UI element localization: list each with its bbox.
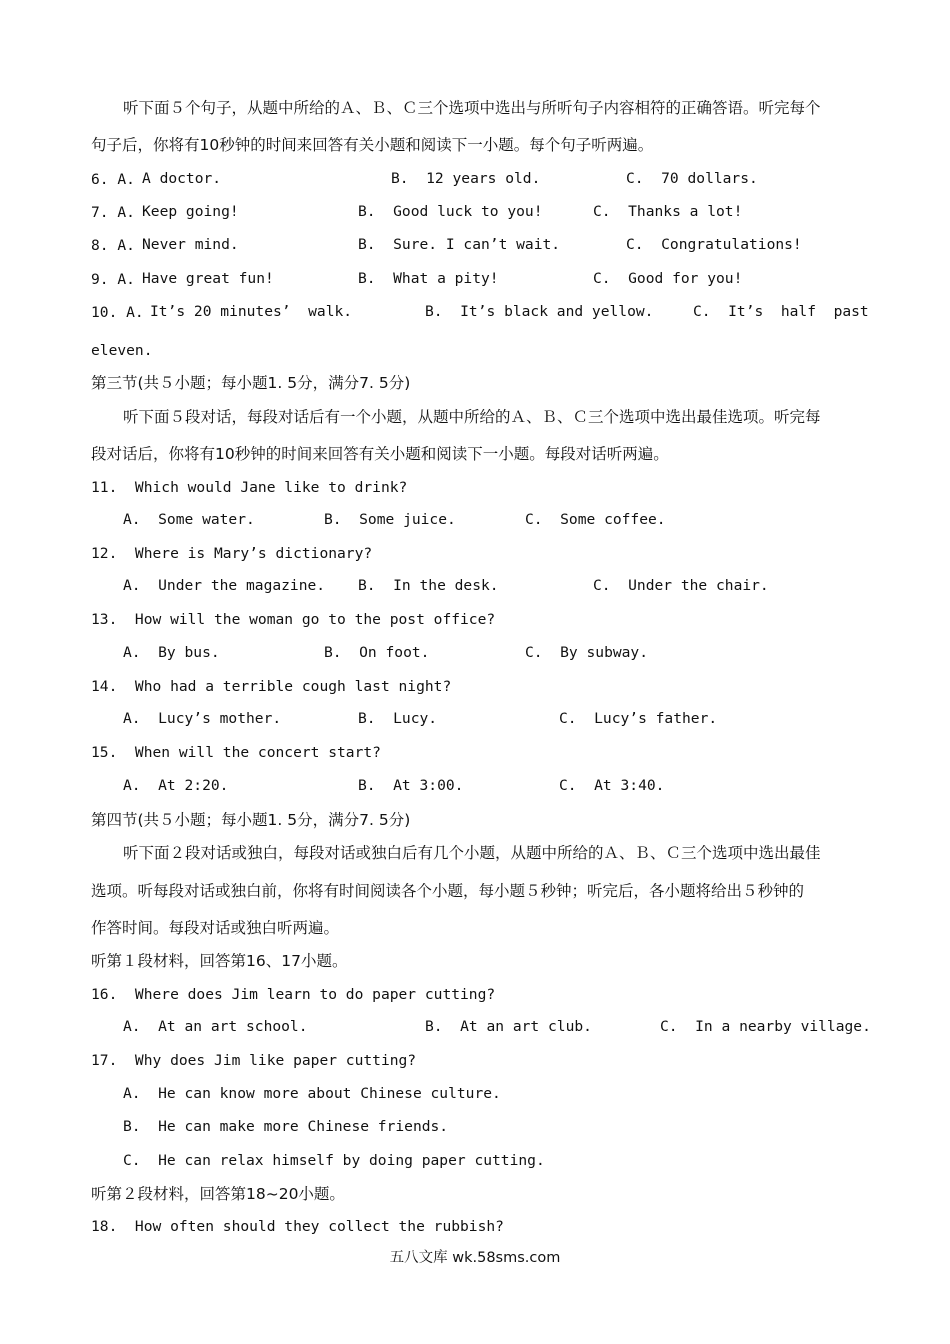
material-1-note: 听第１段材料，回答第16、17小题。 [91, 952, 348, 970]
question-stem: 13. How will the woman go to the post office? [91, 611, 496, 628]
section-4-instructions-line2: 选项。听每段对话或独白前，你将有时间阅读各个小题，每小题５秒钟；听完后，各小题将给出５秒钟的 [91, 882, 805, 900]
option-a: Have great fun! [142, 270, 274, 287]
question-stem: 15. When will the concert start? [91, 744, 381, 761]
question-stem: 16. Where does Jim learn to do paper cutting? [91, 986, 496, 1003]
question-number: 6. A. [91, 171, 135, 188]
option-b: B. On foot. [324, 644, 430, 661]
option-b: B. 12 years old. [391, 170, 541, 187]
option-a: It’s 20 minutes’ walk. [150, 303, 353, 320]
option-b: B. At an art club. [425, 1018, 592, 1035]
option-b: B. Good luck to you! [358, 203, 543, 220]
question-number: 10. A. [91, 304, 144, 321]
section-3-instructions-line2: 段对话后，你将有10秒钟的时间来回答有关小题和阅读下一小题。每段对话听两遍。 [91, 445, 669, 463]
option-b: B. Some juice. [324, 511, 456, 528]
option-b: B. He can make more Chinese friends. [123, 1118, 449, 1135]
section-4-heading: 第四节(共５小题；每小题1. 5分，满分7. 5分) [91, 811, 411, 829]
option-b: B. What a pity! [358, 270, 499, 287]
option-b: B. Sure. I can’t wait. [358, 236, 561, 253]
option-a: A. Some water. [123, 511, 255, 528]
option-c: C. He can relax himself by doing paper cutting. [123, 1152, 545, 1169]
option-b: B. It’s black and yellow. [425, 303, 654, 320]
question-number: 9. A. [91, 271, 135, 288]
option-b: B. In the desk. [358, 577, 499, 594]
section-3-instructions-line1: 听下面５段对话，每段对话后有一个小题，从题中所给的Ａ、Ｂ、Ｃ三个选项中选出最佳选项。听完每 [123, 408, 821, 426]
option-c: C. Good for you! [593, 270, 743, 287]
option-a: A doctor. [142, 170, 222, 187]
option-c: C. In a nearby village. [660, 1018, 871, 1035]
option-a: A. Under the magazine. [123, 577, 326, 594]
option-c-continuation: eleven. [91, 342, 153, 359]
question-number: 8. A. [91, 237, 135, 254]
section-4-instructions-line3: 作答时间。每段对话或独白听两遍。 [91, 919, 340, 937]
option-b: B. At 3:00. [358, 777, 464, 794]
option-c: C. Congratulations! [626, 236, 802, 253]
question-number: 7. A. [91, 204, 135, 221]
question-stem: 17. Why does Jim like paper cutting? [91, 1052, 417, 1069]
option-c: C. Lucy’s father. [559, 710, 718, 727]
listening-intro-line2: 句子后，你将有10秒钟的时间来回答有关小题和阅读下一小题。每个句子听两遍。 [91, 136, 654, 154]
question-stem: 18. How often should they collect the rubbish? [91, 1218, 504, 1235]
option-c: C. By subway. [525, 644, 649, 661]
option-a: Never mind. [142, 236, 239, 253]
section-4-instructions-line1: 听下面２段对话或独白，每段对话或独白后有几个小题，从题中所给的Ａ、Ｂ、Ｃ三个选项中选出最佳 [123, 844, 821, 862]
option-a: A. He can know more about Chinese culture. [123, 1085, 501, 1102]
question-stem: 12. Where is Mary’s dictionary? [91, 545, 373, 562]
listening-intro-line1: 听下面５个句子，从题中所给的Ａ、Ｂ、Ｃ三个选项中选出与所听句子内容相符的正确答语。听完每个 [123, 99, 821, 117]
option-c: C. At 3:40. [559, 777, 665, 794]
option-a: A. Lucy’s mother. [123, 710, 282, 727]
option-c: C. 70 dollars. [626, 170, 758, 187]
section-3-heading: 第三节(共５小题；每小题1. 5分，满分7. 5分) [91, 374, 411, 392]
option-c: C. Some coffee. [525, 511, 666, 528]
page-footer-watermark: 五八文库 wk.58sms.com [389, 1250, 561, 1266]
question-stem: 14. Who had a terrible cough last night? [91, 678, 452, 695]
option-c: C. Under the chair. [593, 577, 769, 594]
question-stem: 11. Which would Jane like to drink? [91, 479, 408, 496]
option-b: B. Lucy. [358, 710, 438, 727]
option-a: A. At an art school. [123, 1018, 308, 1035]
option-a: A. By bus. [123, 644, 220, 661]
option-a: A. At 2:20. [123, 777, 229, 794]
option-c: C. It’s half past [693, 303, 869, 320]
option-a: Keep going! [142, 203, 239, 220]
option-c: C. Thanks a lot! [593, 203, 743, 220]
material-2-note: 听第２段材料，回答第18~20小题。 [91, 1185, 345, 1203]
